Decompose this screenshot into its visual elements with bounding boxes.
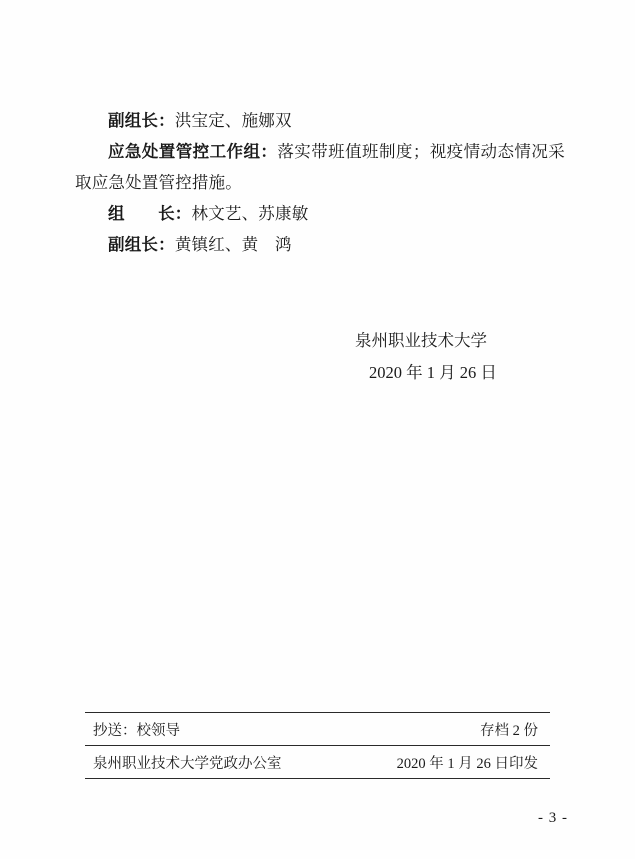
paragraph-label: 组 长： (108, 204, 192, 223)
paragraph-leader (75, 198, 565, 229)
signature-block (355, 325, 585, 389)
paragraph-label: 副组长： (108, 235, 175, 254)
footer-table (85, 712, 550, 779)
footer-rule-bottom (85, 778, 550, 779)
paragraph-label: 副组长： (108, 111, 175, 130)
page-number: - 3 - (538, 810, 568, 826)
paragraph-text: 落实带班值班制度；视疫情动态情况采取应急处置管控措施。 (75, 142, 565, 192)
paragraph-text: 洪宝定、施娜双 (174, 111, 292, 130)
signature-date: 2020 年 1 月 26 日 (369, 363, 497, 382)
paragraph-text: 林文艺、苏康敏 (191, 204, 309, 223)
signature-organization: 泉州职业技术大学 (355, 331, 487, 350)
paragraph-label: 应急处置管控工作组： (108, 142, 278, 161)
footer-issuer: 泉州职业技术大学党政办公室 (93, 755, 282, 772)
paragraph-text: 黄镇红、黄 鸿 (174, 235, 292, 254)
footer-row (85, 746, 550, 778)
paragraph-vice-leader-1 (75, 105, 565, 136)
footer-row (85, 713, 550, 745)
footer-issue-date: 2020 年 1 月 26 日印发 (396, 755, 538, 772)
footer-archive-count: 存档 2 份 (480, 722, 538, 739)
paragraph-emergency-group (75, 136, 565, 198)
document-body (75, 105, 565, 260)
footer-cc-label: 抄送：校领导 (93, 722, 180, 739)
paragraph-vice-leader-2 (75, 229, 565, 260)
